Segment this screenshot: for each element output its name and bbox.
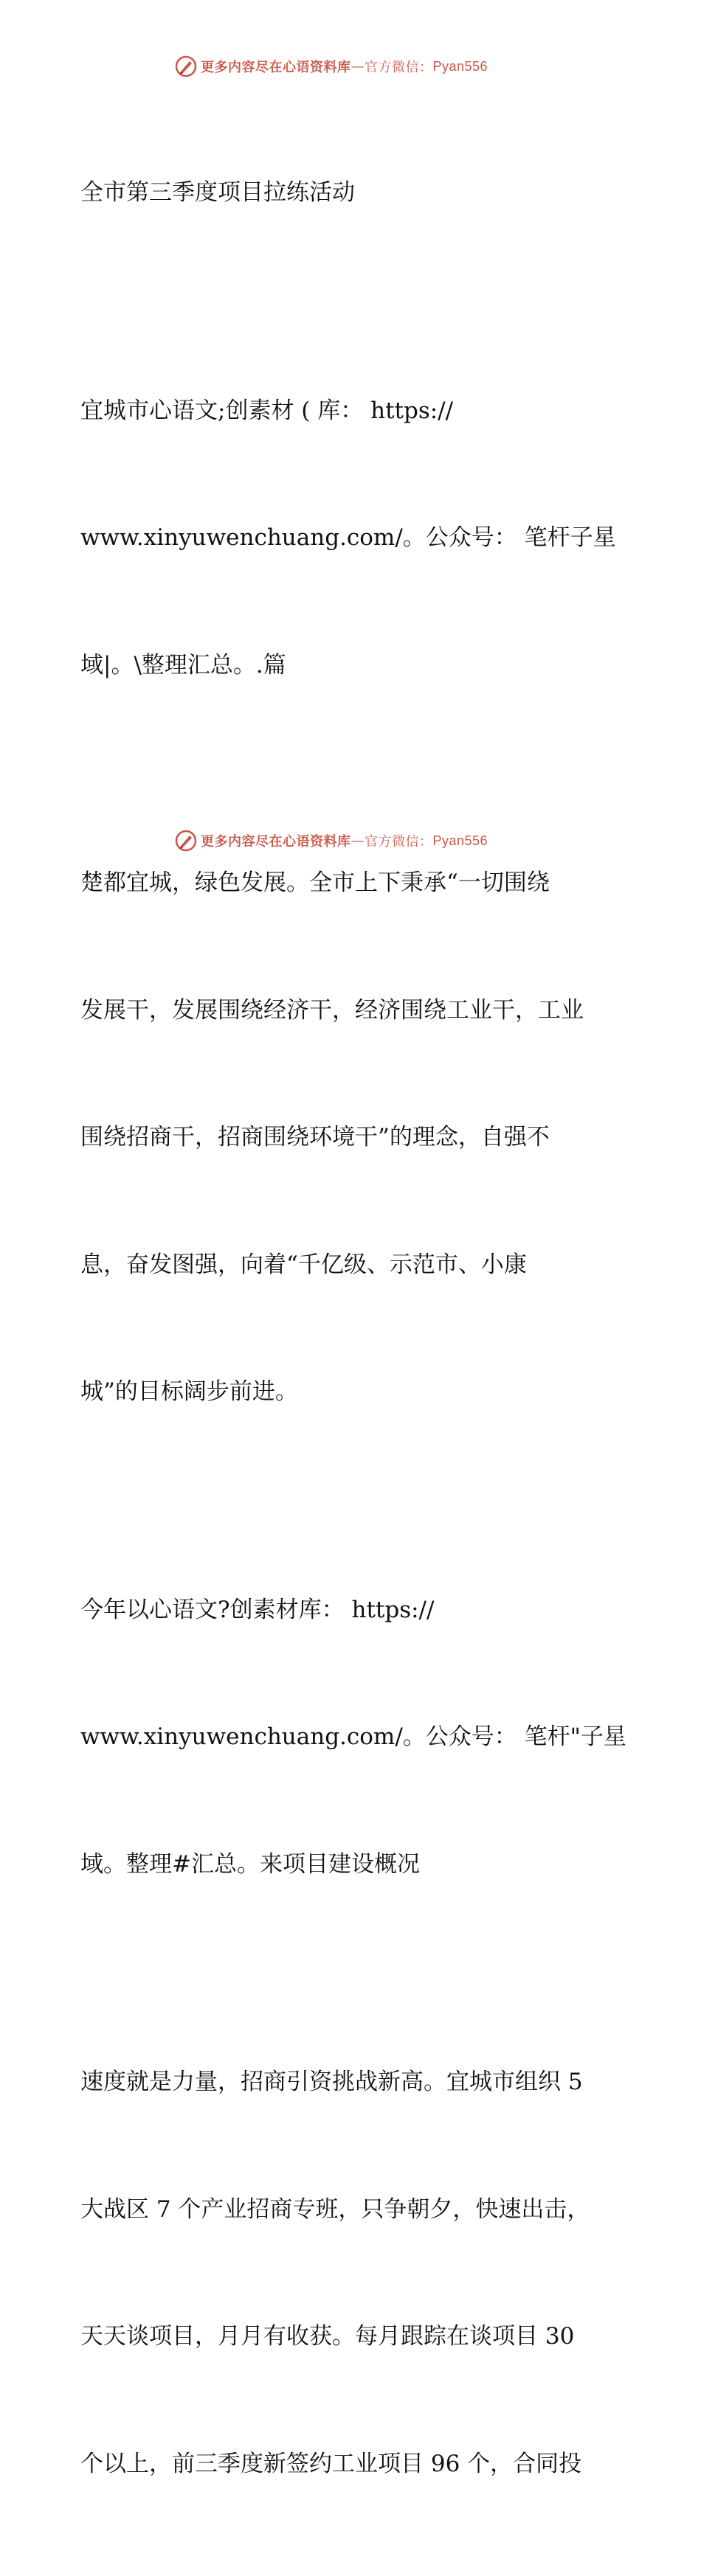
paragraph-line: 大战区 7 个产业招商专班，只争朝夕，快速出击，	[80, 2195, 590, 2223]
banner-official-label: 官方微信：	[365, 834, 433, 850]
paragraph-1	[71, 305, 639, 772]
footer-banner	[174, 828, 488, 853]
paragraph-line: 城”的目标阔步前进。	[80, 1378, 298, 1405]
paragraph-line: 域。整理#汇总。来项目建设概况	[80, 1850, 420, 1878]
paragraph-line: 楚都宜城，绿色发展。全市上下秉承“一切围绕	[80, 869, 550, 896]
paragraph-line: 息，奋发图强，向着“千亿级、示范市、小康	[80, 1251, 527, 1278]
paragraph-line: 速度就是力量，招商引资挑战新高。宜城市组织 5	[80, 2069, 583, 2095]
paragraph-line: www.xinyuwenchuang.com/。公众号： 笔杆子星	[80, 524, 616, 551]
banner-wechat-id: Pyan556	[432, 833, 488, 848]
paragraph-line: 天天谈项目，月月有收获。每月跟踪在谈项目 30	[80, 2323, 575, 2350]
header-banner	[174, 54, 488, 79]
paragraph-4	[71, 1976, 639, 2570]
document-title	[71, 87, 639, 299]
banner-separator: —	[350, 58, 365, 74]
paragraph-3	[71, 1504, 639, 1971]
paragraph-line: 围绕招商干，招商围绕环境干”的理念，自强不	[80, 1124, 550, 1150]
paragraph-line: 宜城市心语文;创素材 ( 库： https://	[80, 397, 454, 424]
banner-wechat-id: Pyan556	[432, 58, 488, 74]
banner-separator: —	[350, 833, 365, 849]
banner-main-text: 更多内容尽在心语资料库	[201, 834, 351, 850]
paragraph-line: 域|。\整理汇总。.篇	[80, 651, 286, 678]
paragraph-line: 个以上，前三季度新签约工业项目 96 个，合同投	[80, 2450, 582, 2477]
paragraph-line: 今年以心语文?创素材库： https://	[80, 1596, 435, 1623]
pen-logo-icon	[174, 55, 198, 78]
document-body	[71, 87, 639, 2576]
banner-main-text: 更多内容尽在心语资料库	[201, 60, 351, 75]
pen-logo-icon	[174, 829, 198, 853]
paragraph-2	[71, 777, 639, 1499]
paragraph-line: 发展干，发展围绕经济干，经济围绕工业干，工业	[80, 996, 584, 1024]
title-text: 全市第三季度项目拉练活动	[80, 179, 355, 206]
banner-official-label: 官方微信：	[365, 60, 433, 75]
paragraph-line: www.xinyuwenchuang.com/。公众号： 笔杆"子星	[80, 1723, 626, 1750]
